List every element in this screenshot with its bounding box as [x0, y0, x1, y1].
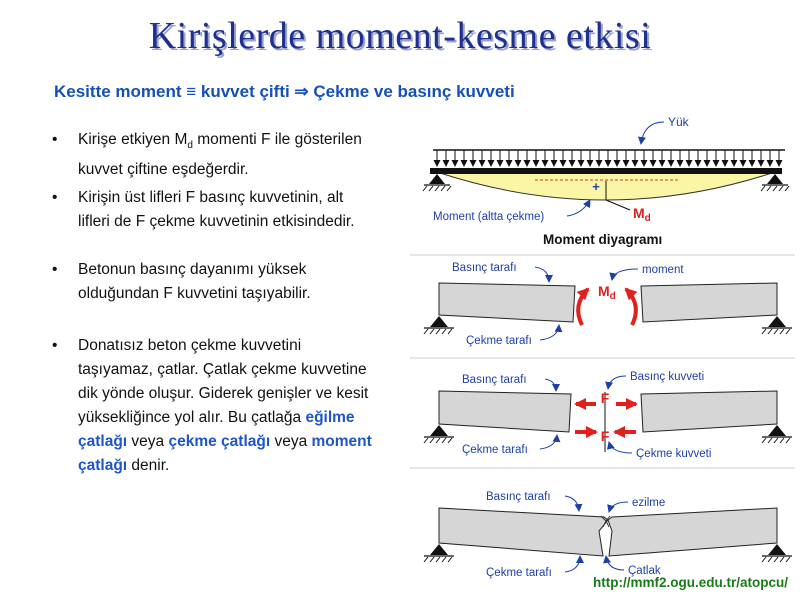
bullet-1-post: momenti F ile gösterilen kuvvet çiftine eşdeğerdir. [78, 131, 362, 179]
load-arrows [437, 150, 779, 166]
tension-side-label: Çekme tarafı [486, 567, 552, 579]
md-label: $M_d$ [598, 283, 616, 302]
beam-segment-left [439, 283, 575, 322]
force-label-top: F [600, 390, 610, 406]
support-right-icon [767, 174, 783, 184]
tension-force-label: Çekme kuvveti [636, 448, 712, 460]
bullet-4-highlight-3: moment çatlağı [78, 433, 372, 475]
tension-side-label: Çekme tarafı [462, 444, 528, 456]
tension-side-label: Çekme tarafı [466, 335, 532, 347]
support-left-icon [429, 174, 445, 184]
subtitle: Kesitte moment ≡ kuvvet çifti ⇒ Çekme ve basınç kuvveti [54, 82, 515, 101]
support-left-icon [430, 425, 448, 436]
beam-segment-right [641, 283, 777, 322]
moment-arrow-right [626, 289, 636, 325]
beam-segment-right [641, 391, 777, 432]
compression-side-label: Basınç tarafı [462, 374, 527, 386]
compression-side-label: Basınç tarafı [486, 491, 551, 503]
moment-arrow-left [578, 289, 588, 325]
bullet-4-end: denir. [127, 457, 170, 475]
bullet-4-highlight-1: eğilme çatlağı [78, 409, 355, 451]
bullet-4-highlight-2: çekme çatlağı [168, 433, 271, 451]
moment-plus-sign: + [592, 179, 600, 194]
load-label: Yük [668, 115, 689, 129]
beam-line [430, 168, 782, 174]
force-label-bottom: F [600, 428, 610, 444]
beam-segment-left [439, 391, 571, 432]
support-left-icon [430, 316, 448, 327]
diagram-caption: Moment diyagramı [543, 232, 663, 247]
compression-force-label: Basınç kuvveti [630, 371, 705, 383]
beam-segment-left [439, 508, 608, 556]
bullet-1-sub: d [187, 140, 193, 152]
support-right-icon [768, 316, 786, 327]
bullet-dot: • [52, 131, 58, 148]
bullet-dot: • [52, 337, 58, 355]
moment-diagram-2 [410, 255, 795, 347]
crack-label: Çatlak [628, 565, 661, 577]
bullet-dot: • [52, 261, 58, 279]
bullet-1-pre: Kirişe etkiyen M [78, 131, 188, 148]
moment-pointer [567, 200, 590, 216]
force-couple-diagram [410, 358, 795, 460]
page-title: Kirişlerde moment-kesme etkisi [148, 15, 652, 57]
bullet-4-text: Donatısız beton çekme kuvvetini taşıyamaz, çatlar. Çatlak çekme kuvvetine dik yönde oluşur. Giderek genişler ve kesit yüksekliğince yol alır. Bu çatlağa [78, 337, 369, 427]
compression-side-label: Basınç tarafı [452, 262, 517, 274]
bullet-2-text: Kirişin üst lifleri F basınç kuvvetinin, alt lifleri de F çekme kuvvetinin etkisindedir. [78, 189, 355, 231]
beam-segment-right [608, 508, 777, 556]
load-diagram [423, 115, 789, 247]
crushing-label: ezilme [632, 497, 666, 509]
bullet-4-mid-2: veya [270, 433, 312, 451]
crack-diagram [410, 468, 795, 579]
load-pointer [641, 122, 664, 144]
md-label: $M_d$ [633, 205, 651, 224]
bullet-3-text: Betonun basınç dayanımı yüksek olduğundan F kuvvetini taşıyabilir. [78, 261, 311, 303]
bullet-4-mid-1: veya [127, 433, 169, 451]
support-right-icon [768, 544, 786, 555]
source-url: http://mmf2.ogu.edu.tr/atopcu/ [593, 575, 788, 590]
moment-label: moment [642, 264, 684, 276]
support-right-icon [768, 425, 786, 436]
moment-label: Moment (altta çekme) [433, 211, 545, 223]
support-left-icon [430, 544, 448, 555]
bullet-dot: • [52, 189, 58, 207]
